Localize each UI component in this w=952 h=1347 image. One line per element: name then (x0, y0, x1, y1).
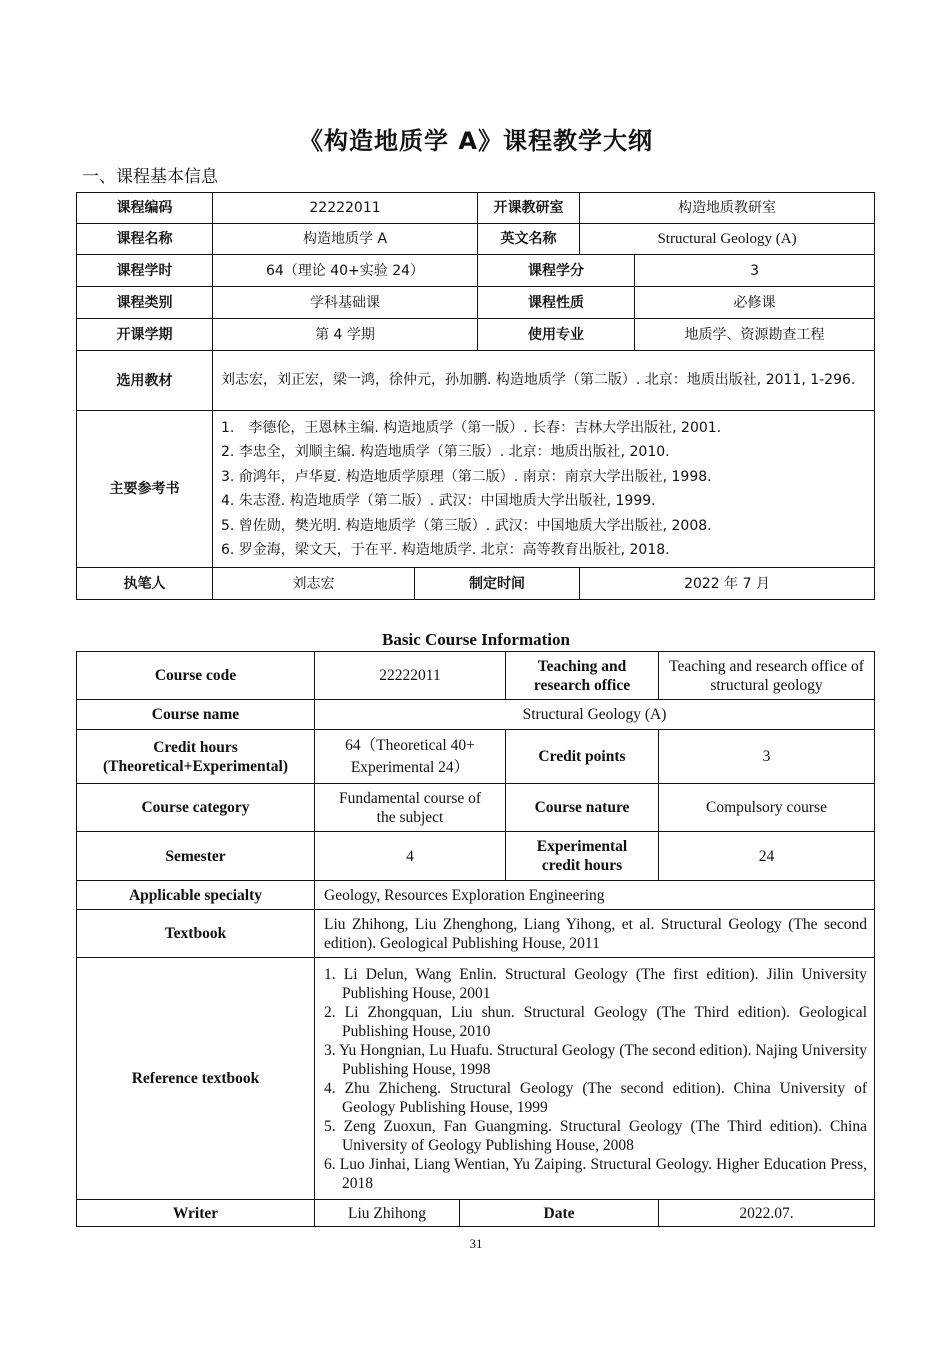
office-label: Teaching and research office (506, 652, 659, 700)
list-item: 1. 李德伦，王恩林主编. 构造地质学（第一版）. 长春：吉林大学出版社, 2001. (221, 419, 722, 436)
date-label: Date (460, 1200, 659, 1227)
list-item: 3. Yu Hongnian, Lu Huafu. Structural Geology (The second edition). Najing University Publishing House, 1998 (324, 1041, 867, 1078)
writer-value: 刘志宏 (213, 568, 415, 600)
table-row (77, 700, 875, 730)
writer-label: Writer (77, 1200, 315, 1227)
hours-label: 课程学时 (77, 255, 213, 287)
credit-hours-value: 64（Theoretical 40+ Experimental 24） (315, 730, 506, 784)
major-value: 地质学、资源勘查工程 (635, 319, 875, 351)
dept-value: 构造地质教研室 (580, 193, 875, 224)
table-row (77, 1200, 875, 1227)
semester-label: Semester (77, 832, 315, 881)
category-value: Fundamental course of the subject (315, 784, 506, 832)
list-item: 5. 曾佐勋，樊光明. 构造地质学（第三版）. 武汉：中国地质大学出版社, 2008. (221, 517, 712, 534)
nature-value: 必修课 (635, 287, 875, 319)
section-heading: 一、课程基本信息 (82, 167, 218, 187)
list-item: 5. Zeng Zuoxun, Fan Guangming. Structural Geology (The Third edition). China University of Geology Publishing House, 2008 (324, 1117, 867, 1154)
specialty-value: Geology, Resources Exploration Engineering (315, 881, 875, 910)
category-value: 学科基础课 (213, 287, 478, 319)
page-number: 31 (469, 1236, 483, 1251)
table-row (77, 319, 875, 351)
table-row (77, 784, 875, 832)
nature-value: Compulsory course (659, 784, 875, 832)
list-item: 2. 李忠全，刘顺主编. 构造地质学（第三版）. 北京：地质出版社, 2010. (221, 444, 670, 460)
category-label: Course category (77, 784, 315, 832)
list-item: 3. 俞鸿年，卢华夏. 构造地质学原理（第二版）. 南京：南京大学出版社, 1998. (221, 468, 712, 485)
writer-value: Liu Zhihong (315, 1200, 460, 1227)
table-row (77, 568, 875, 600)
major-label: 使用专业 (478, 319, 635, 351)
list-item: 2. Li Zhongquan, Liu shun. Structural Geology (The Third edition). Geological Publishing House, 2010 (324, 1003, 867, 1040)
course-name-value: 构造地质学 A (213, 224, 478, 255)
table-row (77, 224, 875, 255)
writer-label: 执笔人 (77, 568, 213, 600)
english-name-label: 英文名称 (478, 224, 580, 255)
nature-label: Course nature (506, 784, 659, 832)
table-row (77, 832, 875, 881)
textbook-value: Liu Zhihong, Liu Zhenghong, Liang Yihong, et al. Structural Geology (The second edition). Geological Publishing House, 2011 (315, 910, 875, 958)
specialty-label: Applicable specialty (77, 881, 315, 910)
list-item: 1. Li Delun, Wang Enlin. Structural Geology (The first edition). Jilin University Publishing House, 2001 (324, 965, 867, 1002)
semester-value: 第 4 学期 (213, 319, 478, 351)
table-row (77, 652, 875, 700)
table-row (77, 255, 875, 287)
category-label: 课程类别 (77, 287, 213, 319)
nature-label: 课程性质 (478, 287, 635, 319)
date-label: 制定时间 (415, 568, 580, 600)
exp-hours-label: Experimental credit hours (506, 832, 659, 881)
table-row (77, 958, 875, 1200)
credit-label: 课程学分 (478, 255, 635, 287)
hours-value: 64（理论 40+实验 24） (213, 255, 478, 287)
textbook-label: Textbook (77, 910, 315, 958)
textbook-label: 选用教材 (77, 351, 213, 411)
textbook-value: 刘志宏，刘正宏，梁一鸿，徐仲元，孙加鹏. 构造地质学（第二版）. 北京：地质出版社, 2011, 1-296. (213, 351, 875, 411)
semester-value: 4 (315, 832, 506, 881)
english-name-value: Structural Geology (A) (580, 224, 875, 255)
semester-label: 开课学期 (77, 319, 213, 351)
list-item: 4. 朱志澄. 构造地质学（第二版）. 武汉：中国地质大学出版社, 1999. (221, 493, 656, 509)
credit-points-value: 3 (659, 730, 875, 784)
course-name-label: 课程名称 (77, 224, 213, 255)
course-code-label: 课程编码 (77, 193, 213, 224)
list-item: 4. Zhu Zhicheng. Structural Geology (The second edition). China University of Geology Publishing House, 1999 (324, 1079, 867, 1116)
list-item: 6. Luo Jinhai, Liang Wentian, Yu Zaiping. Structural Geology. Higher Education Press, 2018 (324, 1155, 867, 1192)
credit-hours-label (77, 730, 315, 784)
table-row (77, 730, 875, 784)
chinese-course-info-table (76, 192, 875, 600)
course-name-value: Structural Geology (A) (315, 700, 875, 730)
course-code-label: Course code (77, 652, 315, 700)
english-section-title: Basic Course Information (382, 630, 570, 649)
course-code-value: 22222011 (315, 652, 506, 700)
refs-list (213, 411, 875, 568)
dept-label: 开课教研室 (478, 193, 580, 224)
credit-hours-label-line1: Credit hours (153, 738, 238, 756)
credit-value: 3 (635, 255, 875, 287)
course-code-value: 22222011 (213, 193, 478, 224)
refs-label: Reference textbook (77, 958, 315, 1200)
table-row (77, 910, 875, 958)
refs-label: 主要参考书 (77, 411, 213, 568)
credit-hours-label-line2: (Theoretical+Experimental) (102, 757, 289, 775)
table-row (77, 351, 875, 411)
table-row (77, 287, 875, 319)
exp-hours-value: 24 (659, 832, 875, 881)
date-value: 2022 年 7 月 (580, 568, 875, 600)
table-row (77, 881, 875, 910)
refs-list (315, 958, 875, 1200)
credit-points-label: Credit points (506, 730, 659, 784)
date-value: 2022.07. (659, 1200, 875, 1227)
english-course-info-table (76, 651, 875, 1227)
page-title: 《构造地质学 A》课程教学大纲 (299, 127, 653, 155)
list-item: 6. 罗金海，梁文天，于在平. 构造地质学. 北京：高等教育出版社, 2018. (221, 542, 670, 558)
table-row (77, 411, 875, 568)
office-value: Teaching and research office of structural geology (659, 652, 875, 700)
course-name-label: Course name (77, 700, 315, 730)
table-row (77, 193, 875, 224)
